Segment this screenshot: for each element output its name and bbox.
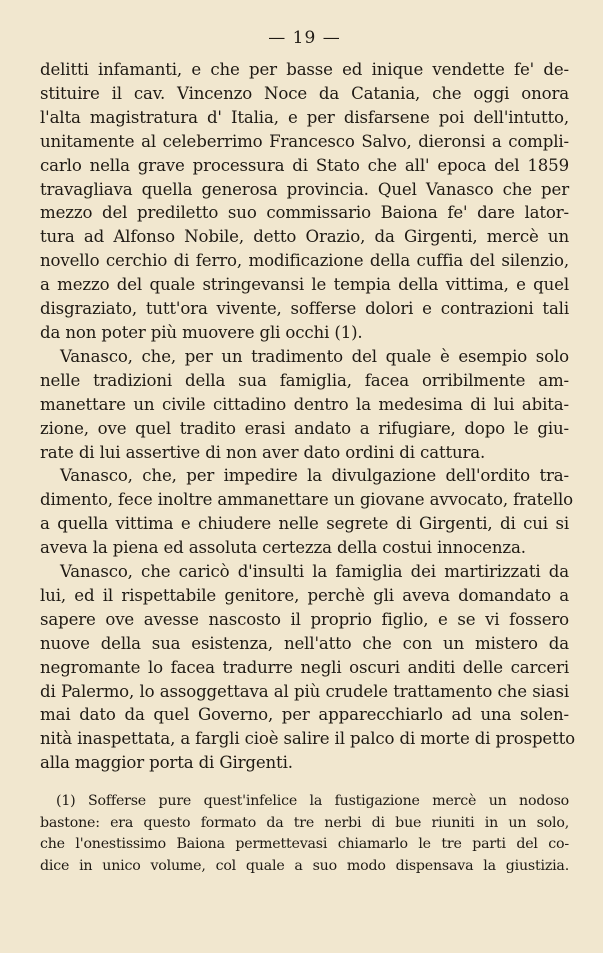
text-line: stituire il cav. Vincenzo Noce da Catania, che oggi onora <box>40 83 569 103</box>
text-line: tura ad Alfonso Nobile, detto Orazio, da Girgenti, mercè un <box>40 227 569 247</box>
text-line: zione, ove quel tradito erasi andato a rifugiare, dopo le giu- <box>40 418 569 438</box>
text-line: alla maggior porta di Girgenti. <box>40 753 293 773</box>
page-number: — 19 — <box>268 28 341 48</box>
footnote-line: che l'onestissimo Baiona permettevasi chiamarlo le tre parti del co- <box>40 836 569 853</box>
text-line: nelle tradizioni della sua famiglia, facea orribilmente am- <box>40 370 569 390</box>
text-line: novello cerchio di ferro, modificazione della cuffia del silenzio, <box>40 251 569 271</box>
text-line: disgraziato, tutt'ora vivente, sofferse dolori e contrazioni tali <box>40 299 569 319</box>
text-line: delitti infamanti, e che per basse ed inique vendette fe' de- <box>40 60 569 79</box>
text-line: da non poter più muovere gli occhi (1). <box>40 322 363 342</box>
text-line: Vanasco, che, per un tradimento del quale è esempio solo <box>60 346 569 366</box>
paragraph-2 <box>40 345 569 465</box>
text-line: unitamente al celeberrimo Francesco Salvo, dieronsi a compli- <box>40 131 569 151</box>
text-line: rate di lui assertive di non aver dato ordini di cattura. <box>40 442 486 462</box>
text-line: lui, ed il rispettabile genitore, perchè gli aveva domandato a <box>40 585 569 605</box>
text-line: carlo nella grave processura di Stato che all' epoca del 1859 <box>40 155 569 175</box>
text-line: mai dato da quel Governo, per apparecchiarlo ad una solen- <box>40 705 569 725</box>
text-line: mezzo del prediletto suo commissario Baiona fe' dare lator- <box>40 203 569 223</box>
text-line: manettare un civile cittadino dentro la medesima di lui abita- <box>40 394 569 414</box>
text-line: Vanasco, che, per impedire la divulgazione dell'ordito tra- <box>60 466 569 486</box>
text-line: l'alta magistratura d' Italia, e per disfarsene poi dell'intutto, <box>40 107 569 127</box>
text-line: a quella vittima e chiudere nelle segrete di Girgenti, di cui si <box>40 514 569 534</box>
text-line: negromante lo facea tradurre negli oscuri anditi delle carceri <box>40 657 569 677</box>
text-line: nità inaspettata, a fargli cioè salire il palco di morte di prospetto <box>40 729 575 749</box>
paragraph-3 <box>40 464 573 560</box>
footnote-line: (1) Sofferse pure quest'infelice la fustigazione mercè un nodoso <box>56 793 569 810</box>
text-line: travagliava quella generosa provincia. Quel Vanasco che per <box>40 179 569 199</box>
footnote-line: dice in unico volume, col quale a suo modo dispensava la giustizia. <box>40 857 569 874</box>
text-line: nuove della sua esistenza, nell'atto che con un mistero da <box>40 633 569 653</box>
text-line: sapere ove avesse nascosto il proprio figlio, e se vi fossero <box>40 609 569 629</box>
text-line: Vanasco, che caricò d'insulti la famiglia dei martirizzati da <box>60 562 569 582</box>
footnote <box>40 791 569 877</box>
footnote-line: bastone: era questo formato da tre nerbi di bue riuniti in un solo, <box>40 814 569 831</box>
text-line: a mezzo del quale stringevansi le tempia della vittima, e quel <box>40 275 569 295</box>
paragraph-1 <box>40 58 569 345</box>
text-line: di Palermo, lo assoggettava al più crudele trattamento che siasi <box>40 681 569 701</box>
text-line: dimento, fece inoltre ammanettare un giovane avvocato, fratello <box>40 490 573 510</box>
text-line: aveva la piena ed assoluta certezza della costui innocenza. <box>40 538 526 558</box>
paragraph-4 <box>40 560 575 775</box>
